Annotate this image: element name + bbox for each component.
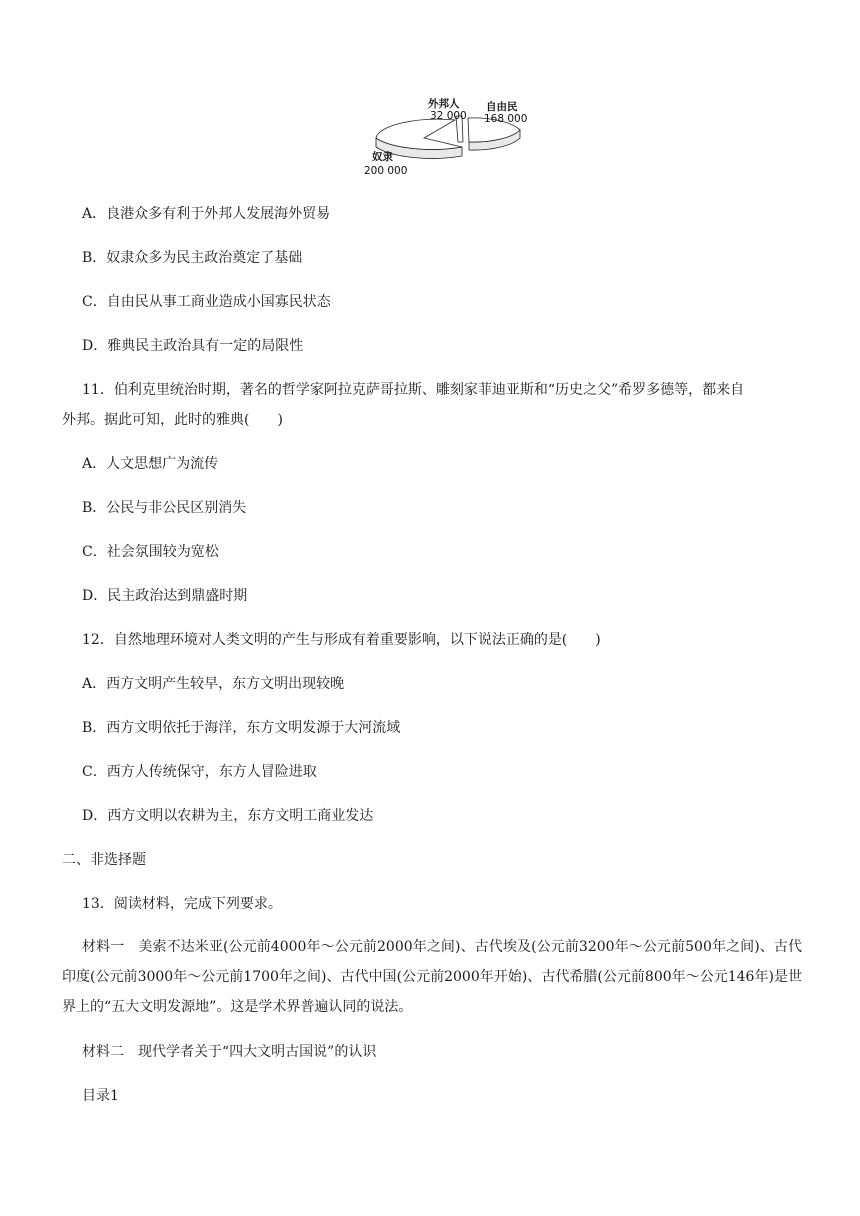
label-slaves-value: 200 000	[364, 165, 408, 177]
label-foreigners-name: 外邦人	[428, 98, 460, 110]
section-title: 二、非选择题	[62, 852, 146, 868]
q11-option-b[interactable]: B．公民与非公民区别消失	[82, 500, 247, 516]
q11-option-c[interactable]: C．社会氛围较为宽松	[82, 544, 219, 560]
q13-material2: 材料二 现代学者关于“四大文明古国说”的认识	[82, 1044, 377, 1060]
label-freemen-value: 168 000	[484, 113, 528, 125]
q12-option-b[interactable]: B．西方文明依托于海洋，东方文明发源于大河流域	[82, 720, 401, 736]
label-foreigners-value: 32 000	[430, 110, 467, 122]
q12-stem: 12．自然地理环境对人类文明的产生与形成有着重要影响，以下说法正确的是( )	[82, 632, 601, 648]
q11-stem-line2: 外邦。据此可知，此时的雅典( )	[62, 412, 283, 428]
q10-option-a[interactable]: A．良港众多有利于外邦人发展海外贸易	[82, 206, 331, 222]
q11-option-a[interactable]: A．人文思想广为流传	[82, 456, 219, 472]
q12-option-a[interactable]: A．西方文明产生较早，东方文明出现较晚	[82, 676, 345, 692]
label-slaves-name: 奴隶	[372, 151, 393, 163]
q11-stem-line1: 11．伯利克里统治时期，著名的哲学家阿拉克萨哥拉斯、雕刻家菲迪亚斯和“历史之父”希罗多德等，都来自	[82, 382, 745, 398]
q11-option-d[interactable]: D．民主政治达到鼎盛时期	[82, 588, 248, 604]
population-pie-chart	[362, 94, 532, 178]
q13-stem: 13．阅读材料，完成下列要求。	[82, 896, 282, 912]
q13-material1: 材料一 美索不达米亚(公元前4000年～公元前2000年之间)、古代埃及(公元前3200年～公元前500年之间)、古代印度(公元前3000年～公元前1700年之间)、古代中国(公元前2000年开始)、古代希腊(公元前800年～公元146年)是世界上的“五大文明发源地”。这是学术界普遍认同的说法。	[62, 939, 802, 1015]
q12-option-d[interactable]: D．西方文明以农耕为主，东方文明工商业发达	[82, 808, 374, 824]
label-freemen-name: 自由民	[486, 101, 518, 113]
q10-option-b[interactable]: B．奴隶众多为民主政治奠定了基础	[82, 250, 303, 266]
q13-catalog: 目录1	[82, 1088, 119, 1104]
q10-option-c[interactable]: C．自由民从事工商业造成小国寡民状态	[82, 294, 331, 310]
q10-option-d[interactable]: D．雅典民主政治具有一定的局限性	[82, 338, 304, 354]
q12-option-c[interactable]: C．西方人传统保守，东方人冒险进取	[82, 764, 317, 780]
